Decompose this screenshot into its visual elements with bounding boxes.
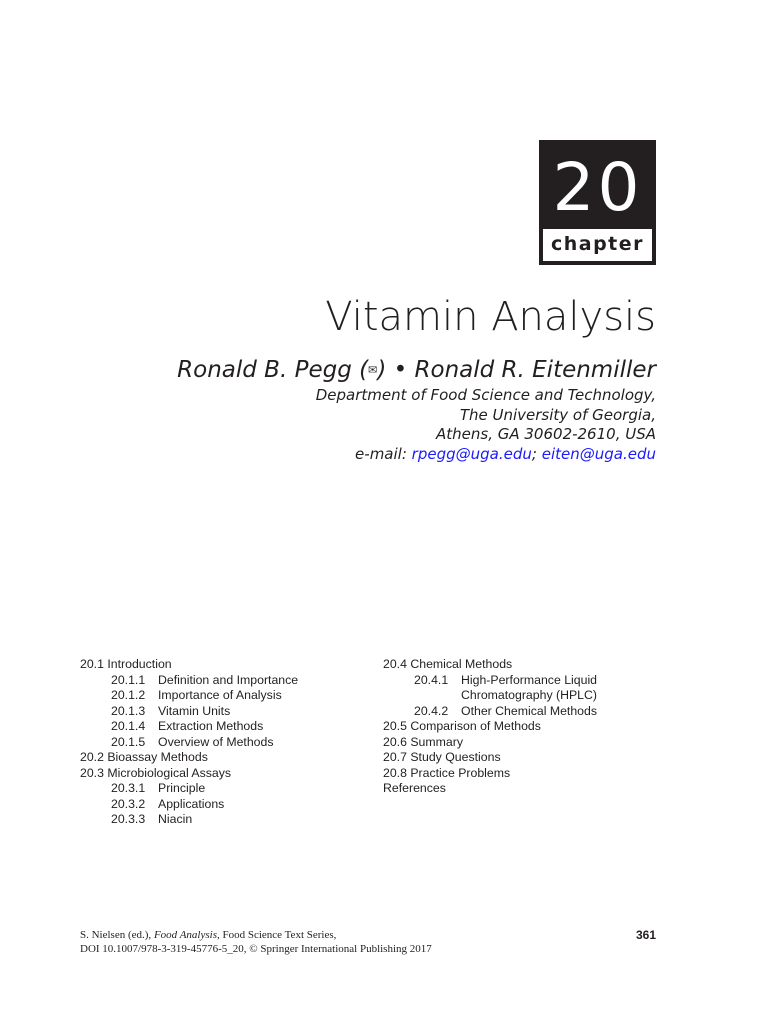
- toc-entry-text: 20.5: [383, 719, 407, 733]
- toc-entry[interactable]: [383, 719, 683, 735]
- toc-entry-text: Study Questions: [410, 750, 501, 764]
- toc-entry[interactable]: [80, 750, 370, 766]
- toc-entry[interactable]: [80, 688, 370, 704]
- toc-entry-text: Introduction: [107, 657, 172, 671]
- toc-entry-number: 20.1.3: [111, 703, 146, 718]
- toc-entry-text: 20.7: [383, 750, 407, 764]
- affiliation-line: Athens, GA 30602-2610, USA: [436, 425, 656, 443]
- chapter-number: 20: [552, 149, 643, 226]
- toc-entry-number: 20.3.1: [111, 781, 146, 795]
- toc-entry-number: 20.3.3: [111, 812, 146, 826]
- toc-entry-text: High-Performance Liquid: [461, 672, 598, 687]
- toc-entry-text: Practice Problems: [410, 765, 511, 780]
- toc-entry-text: Vitamin Units: [158, 703, 231, 718]
- toc-entry[interactable]: [383, 657, 683, 673]
- author-name-2: Ronald R. Eitenmiller: [414, 357, 656, 383]
- toc-entry-text: Overview of Methods: [158, 734, 274, 749]
- toc-entry-text: Chromatography (HPLC): [461, 688, 597, 702]
- chapter-title: Vitamin Analysis: [325, 294, 656, 340]
- toc-entry-text: Chemical Methods: [410, 657, 513, 671]
- email-label: e-mail:: [355, 444, 407, 463]
- toc-entry-text: Summary: [410, 734, 463, 749]
- series-name: , Food Science Text Series,: [216, 929, 337, 941]
- toc-entry-text: 20.4: [383, 657, 407, 671]
- email-link-pegg[interactable]: rpegg@uga.edu: [411, 444, 532, 463]
- email-line: [316, 445, 656, 465]
- toc-entry-number: 20.4.2: [414, 703, 449, 718]
- toc-column-right: [383, 657, 683, 797]
- toc-entry[interactable]: [383, 781, 683, 797]
- toc-entry-text: Other Chemical Methods: [461, 703, 598, 718]
- toc-entry-text: References: [383, 781, 446, 795]
- toc-entry[interactable]: [80, 657, 370, 673]
- chapter-label: chapter: [543, 229, 652, 261]
- toc-entry-text: Definition and Importance: [158, 672, 299, 687]
- toc-column-left: [80, 657, 370, 828]
- toc-entry-text: Extraction Methods: [158, 719, 264, 733]
- doi-line: DOI 10.1007/978-3-319-45776-5_20, © Springer International Publishing 2017: [80, 943, 432, 955]
- book-title: Food Analysis: [153, 929, 217, 941]
- citation-footer: [80, 928, 656, 956]
- toc-entry[interactable]: [383, 735, 683, 751]
- affiliation-block: [316, 386, 656, 464]
- toc-entry[interactable]: [80, 673, 370, 689]
- toc-entry-number: 20.1.1: [111, 672, 146, 687]
- citation-line: [80, 928, 656, 942]
- toc-entry-number: 20.1.5: [111, 734, 146, 749]
- author-separator: •: [393, 357, 408, 383]
- toc-entry[interactable]: [80, 797, 370, 813]
- toc-entry-text: Principle: [158, 781, 206, 795]
- toc-entry-text: 20.3: [80, 765, 104, 780]
- toc-entry[interactable]: [80, 812, 370, 828]
- affiliation-line: The University of Georgia,: [459, 405, 656, 424]
- toc-entry-text: Comparison of Methods: [410, 719, 541, 733]
- toc-entry[interactable]: [80, 735, 370, 751]
- toc-entry-number: 20.1.2: [111, 688, 146, 702]
- toc-entry-text: 20.6: [383, 734, 407, 749]
- toc-entry-text: 20.2: [80, 750, 104, 764]
- toc-entry-text: Microbiological Assays: [107, 765, 232, 780]
- toc-entry-number: 20.4.1: [414, 672, 449, 687]
- toc-entry[interactable]: [383, 673, 683, 689]
- author-line: Ronald B. Pegg (✉) • Ronald R. Eitenmiller: [177, 357, 656, 383]
- toc-entry-text: 20.1: [80, 657, 104, 671]
- author-name-1: Ronald B. Pegg: [177, 357, 352, 383]
- envelope-icon[interactable]: ✉: [368, 363, 378, 377]
- toc-entry[interactable]: [383, 688, 683, 704]
- toc-entry[interactable]: [383, 704, 683, 720]
- toc-entry[interactable]: [383, 750, 683, 766]
- toc-entry-text: Niacin: [158, 812, 193, 826]
- toc-entry[interactable]: [80, 766, 370, 782]
- toc-entry-text: Bioassay Methods: [107, 750, 208, 764]
- toc-entry-text: 20.8: [383, 765, 407, 780]
- email-separator: ;: [531, 444, 537, 463]
- toc-entry-text: Importance of Analysis: [158, 688, 282, 702]
- toc-entry[interactable]: [80, 781, 370, 797]
- email-link-eitenmiller[interactable]: eiten@uga.edu: [541, 444, 656, 463]
- page-number: 361: [635, 928, 656, 942]
- toc-entry-number: 20.3.2: [111, 796, 146, 811]
- toc-entry[interactable]: [383, 766, 683, 782]
- chapter-badge: [539, 140, 656, 265]
- toc-entry-text: Applications: [158, 796, 225, 811]
- affiliation-line: Department of Food Science and Technology,: [315, 386, 656, 404]
- citation-editor: S. Nielsen (ed.),: [80, 929, 154, 941]
- toc-entry[interactable]: [80, 704, 370, 720]
- toc-entry-number: 20.1.4: [111, 719, 146, 733]
- toc-entry[interactable]: [80, 719, 370, 735]
